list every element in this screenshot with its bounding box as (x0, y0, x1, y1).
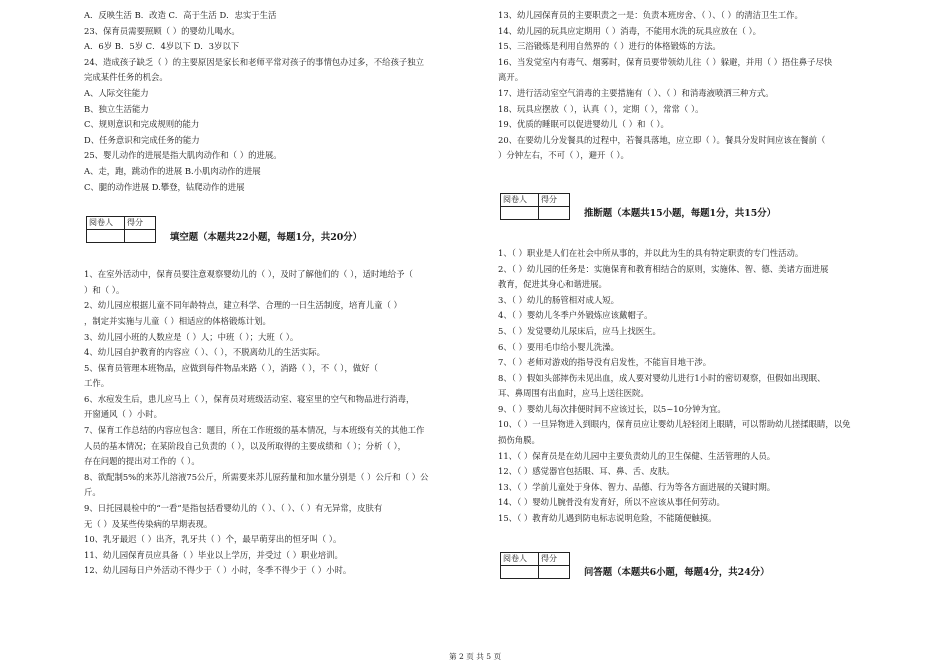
text-line: 工作。 (84, 378, 110, 389)
text-line: A、人际交往能力 (84, 87, 149, 98)
text-line: 15、三浴锻炼是利用自然界的（ ）进行的体格锻炼的方法。 (498, 41, 721, 52)
text-line: 5、（ ）发觉婴幼儿尿床后，应马上找医生。 (498, 325, 661, 336)
text-line: 15、（ ）教育幼儿遇到防电标志说明危险，不能随便触摸。 (498, 513, 717, 524)
text-line: 20、在要幼儿分发餐具的过程中，若餐具落地，应立即（ ）。餐具分发时间应该在餐前（ (498, 134, 826, 145)
text-line: 8、欲配制5%的来苏儿溶液75公斤，所需要来苏儿原药量和加水量分别是（ ）公斤和（ ）公 (84, 471, 429, 482)
text-line: 19、优质的睡眠可以促进婴幼儿（ ）和（ ）。 (498, 119, 669, 130)
right-column (498, 8, 896, 579)
text-line: 人员的基本情况；在某阶段自己负责的（ ），以及所取得的主要成绩和（ ）；分析（ ）， (84, 440, 407, 451)
text-line: 7、保育工作总结的内容应包含：题目，所在工作班级的基本情况，与本班级有关的其他工作 (84, 425, 425, 436)
text-line: 1、（ ）职业是人们在社会中所从事的，并以此为生的具有特定职责的专门性活动。 (498, 247, 804, 258)
text-line: 9、日托园晨检中的“一看”是指包括看婴幼儿的（ ）、（ ）、（ ）有无异常，皮肤有 (84, 503, 383, 514)
text-line: A、走，跑，跳动作的进展 B.小肌肉动作的进展 (84, 165, 261, 176)
score-cell (125, 230, 155, 242)
grader-cell (87, 230, 125, 242)
text-line: 18、玩具应摆放（ ），认真（ ），定期（ ），常常（ ）。 (498, 103, 704, 114)
text-line: 14、（ ）婴幼儿腕骨没有发育好，所以不应该从事任何劳动。 (498, 497, 725, 508)
text-line: B、独立生活能力 (84, 103, 149, 114)
score-label: 得分 (539, 194, 569, 207)
text-line: C、腿的动作进展 D.攀登，钻爬动作的进展 (84, 181, 245, 192)
text-line: 存在问题的提出对工作的（ ）。 (84, 456, 200, 467)
text-line: A．反映生活 B．改造 C．高于生活 D．忠实于生活 (84, 10, 277, 20)
text-line: 6、（ ）要用毛巾给小婴儿洗澡。 (498, 341, 620, 352)
judgement-header (498, 164, 896, 220)
score-box (500, 552, 570, 579)
score-cell (539, 207, 569, 219)
page-number: 第 2 页 共 5 页 (448, 652, 502, 661)
text-line: 13、幼儿园保育员的主要职责之一是：负责本班房舍、（ ）、（ ）的清洁卫生工作。 (498, 10, 803, 20)
grader-label: 阅卷人 (501, 194, 539, 207)
score-cell (539, 566, 569, 578)
grader-label: 阅卷人 (501, 553, 539, 566)
text-line: 12、（ ）感觉器官包括眼、耳、鼻、舌、皮肤。 (498, 466, 675, 477)
text-line: 2、（ ）幼儿园的任务是：实施保育和教育相结合的原则，实施体、智、德、美诸方面进展 (498, 263, 829, 274)
qa-title: 问答题（本题共6小题，每题4分，共24分） (584, 567, 770, 579)
text-line: 16、当发觉室内有毒气、烟雾时，保育员要带领幼儿往（ ）躲避，并用（ ）捂住鼻子尽快 (498, 56, 833, 67)
judgement-questions (498, 246, 896, 527)
left-column (84, 8, 480, 579)
text-line: 1、在室外活动中，保育员要注意观察婴幼儿的（ ），及时了解他们的（ ），适时地给予（ (84, 269, 413, 280)
text-line: 10、（ ）一旦异物进入到眼内，保育员应让婴幼儿轻轻闭上眼睛，可以帮助幼儿搓揉眼睛，以免 (498, 419, 851, 430)
text-line: D、任务意识和完成任务的能力 (84, 134, 200, 145)
text-line: ）和（ ）。 (84, 284, 125, 295)
text-line: 7、（ ）老师对游戏的指导没有启发性，不能盲目地干涉。 (498, 357, 712, 368)
text-line: ）分钟左右，不可（ ），避开（ ）。 (498, 150, 629, 161)
text-line: 24、造成孩子缺乏（ ）的主要原因是家长和老师平常对孩子的事情包办过多，不给孩子独立 (84, 56, 424, 67)
text-line: A．6岁 B．5岁 C．4岁以下 D．3岁以下 (84, 41, 240, 52)
text-line: 3、幼儿园小班的人数应是（ ）人；中班（ ）；大班（ ）。 (84, 331, 299, 342)
text-line: 教育，促进其身心和谐进展。 (498, 279, 607, 290)
text-line: 4、（ ）婴幼儿冬季户外锻炼应该戴帽子。 (498, 310, 653, 321)
text-line: 离开。 (498, 72, 524, 83)
text-line: C、规则意识和完成规则的能力 (84, 119, 200, 130)
text-line: 12、幼儿园每日户外活动不得少于（ ）小时，冬季不得少于（ ）小时。 (84, 565, 352, 576)
text-line: 5、保育员管理本班物品，应做到每件物品来路（ ），消路（ ），不（ ），做好（ (84, 362, 378, 373)
text-line: 11、（ ）保育员是在幼儿园中主要负责幼儿的卫生保健、生活管理的人员。 (498, 450, 776, 461)
text-line: 3、（ ）幼儿的肠管相对成人短。 (498, 294, 620, 305)
score-box (86, 216, 156, 243)
text-line: 损伤角膜。 (498, 435, 540, 446)
score-box (500, 193, 570, 220)
fill-blank-header (84, 195, 480, 243)
text-line: 23、保育员需要照顾（ ）的婴幼儿喝水。 (84, 25, 240, 36)
text-line: 完成某件任务的机会。 (84, 72, 168, 83)
text-line: 13、（ ）学前儿童处于身体、智力、品德、行为等各方面进展的关键时期。 (498, 481, 776, 492)
text-line: 开窗通风（ ）小时。 (84, 409, 163, 420)
qa-header (498, 527, 896, 579)
score-label: 得分 (539, 553, 569, 566)
fill-blank-continued (498, 8, 896, 164)
text-line: 17、进行活动室空气消毒的主要措施有（ ）、（ ）和消毒液喷洒三种方式。 (498, 87, 774, 98)
text-line: 4、幼儿园自护教育的内容应（ ）、（ ），不脱离幼儿的生活实际。 (84, 347, 325, 358)
text-line: 10、乳牙最迟（ ）出齐，乳牙共（ ）个，最早萌芽出的恒牙叫（ ）。 (84, 534, 342, 545)
text-line: 耳、鼻周围有出血时，应马上送往医院。 (498, 388, 649, 399)
text-line: 14、幼儿园的玩具应定期用（ ）消毒，不能用水洗的玩具应放在（ ）。 (498, 25, 762, 36)
text-line: 9、（ ）婴幼儿每次排便时间不应该过长，以5~10分钟为宜。 (498, 403, 726, 414)
grader-cell (501, 207, 539, 219)
judgement-title: 推断题（本题共15小题，每题1分，共15分） (584, 208, 776, 220)
grader-label: 阅卷人 (87, 217, 125, 230)
text-line: 8、（ ）假如头部摔伤未见出血，成人要对婴幼儿进行1小时的密切观察，但假如出现眠、 (498, 372, 826, 383)
fill-blank-title: 填空题（本题共22小题，每题1分，共20分） (170, 231, 362, 243)
score-label: 得分 (125, 217, 155, 230)
text-line: 斤。 (84, 487, 101, 498)
text-line: 11、幼儿园保育员应具备（ ）毕业以上学历，并受过（ ）职业培训。 (84, 549, 343, 560)
text-line: 2、幼儿园应根据儿童不同年龄特点，建立科学、合理的一日生活制度，培育儿童（ ） (84, 300, 402, 311)
multiple-choice-section (84, 8, 480, 195)
text-line: ，制定并实施与儿童（ ）相适应的体格锻炼计划。 (84, 315, 271, 326)
fill-blank-questions (84, 267, 480, 579)
text-line: 无（ ）及某些传染病的早期表现。 (84, 518, 213, 529)
text-line: 25、婴儿动作的进展是指大肌肉动作和（ ）的进展。 (84, 150, 282, 161)
grader-cell (501, 566, 539, 578)
text-line: 6、水痘发生后，患儿应马上（ ），保育员对班级活动室、寝室里的空气和物品进行消毒， (84, 393, 415, 404)
